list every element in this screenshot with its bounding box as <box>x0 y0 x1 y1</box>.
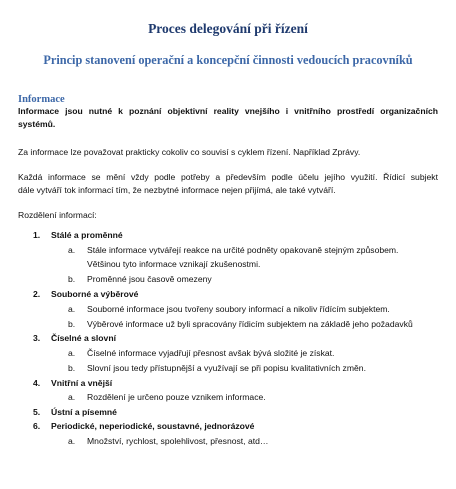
list-item-label: Vnitřní a vnější <box>51 378 113 388</box>
list-item-number: 5. <box>33 407 41 417</box>
paragraph-1: Za informace lze považovat prakticky cokoliv co souvisí s cyklem řízení. Například Zprávy. <box>18 147 361 157</box>
intro-line-2: systémů. <box>18 119 56 129</box>
sub-item-text: Slovní jsou tedy přístupnější a využívají se při popisu kvalitativních změn. <box>87 363 366 373</box>
sub-item-text: Množství, rychlost, spolehlivost, přesnost, atd… <box>87 436 269 446</box>
sub-item-text: Číselné informace vyjadřují přesnost avšak bývá složité je získat. <box>87 348 335 358</box>
list-item-number: 1. <box>33 230 41 240</box>
sub-item-letter: a. <box>68 245 76 255</box>
document-title: Proces delegování při řízení <box>148 21 308 36</box>
list-item-label: Ústní a písemné <box>51 407 117 417</box>
sub-item-letter: b. <box>68 274 76 284</box>
sub-item-text: Výběrové informace už byli spracovány řídicím subjektem na základě jeho požadavků <box>87 319 413 329</box>
list-item-number: 2. <box>33 289 41 299</box>
sub-item-letter: b. <box>68 319 76 329</box>
sub-item-text: Stále informace vytvářejí reakce na určité podněty opakovaně stejným způsobem. <box>87 245 399 255</box>
paragraph-2-line-1: Každá informace se mění vždy podle potřeby a především podle účelu jejího využití. Řídicí subjekt <box>18 172 438 182</box>
sub-item-letter: b. <box>68 363 76 373</box>
sub-item-text: Proměnné jsou časově omezeny <box>87 274 212 284</box>
list-item-number: 4. <box>33 378 41 388</box>
sub-item-text: Souborné informace jsou tvořeny soubory informací a nikoliv řídícím subjektem. <box>87 304 390 314</box>
list-item-number: 6. <box>33 421 41 431</box>
intro-line-1: Informace jsou nutné k poznání objektivní reality vnejšího i vnitřního prostředí organizačních <box>18 106 438 116</box>
list-item-label: Periodické, neperiodické, soustavné, jednorázové <box>51 421 255 431</box>
list-item-label: Souborné a výběrové <box>51 289 139 299</box>
sub-item-letter: a. <box>68 304 76 314</box>
paragraph-2-line-2: dále vytváří tok informací tím, že nezbytné informace nejen přijímá, ale také vytváří. <box>18 185 336 195</box>
paragraph-2 <box>18 171 438 197</box>
sub-item-letter: a. <box>68 348 76 358</box>
list-item-label: Číselné a slovní <box>51 333 116 343</box>
sub-item-letter: a. <box>68 436 76 446</box>
intro-paragraph <box>18 105 438 131</box>
document-subtitle: Princip stanovení operační a koncepční činnosti vedoucích pracovníků <box>43 53 413 67</box>
list-item-label: Stálé a proměnné <box>51 230 123 240</box>
sub-item-letter: a. <box>68 392 76 402</box>
section-heading: Informace <box>18 94 65 105</box>
sub-item-text: Rozdělení je určeno pouze vznikem informace. <box>87 392 266 402</box>
sub-item-text: Většinou tyto informace vznikají zkušenostmi. <box>87 259 261 269</box>
list-item-number: 3. <box>33 333 41 343</box>
division-label: Rozdělení informací: <box>18 210 97 220</box>
